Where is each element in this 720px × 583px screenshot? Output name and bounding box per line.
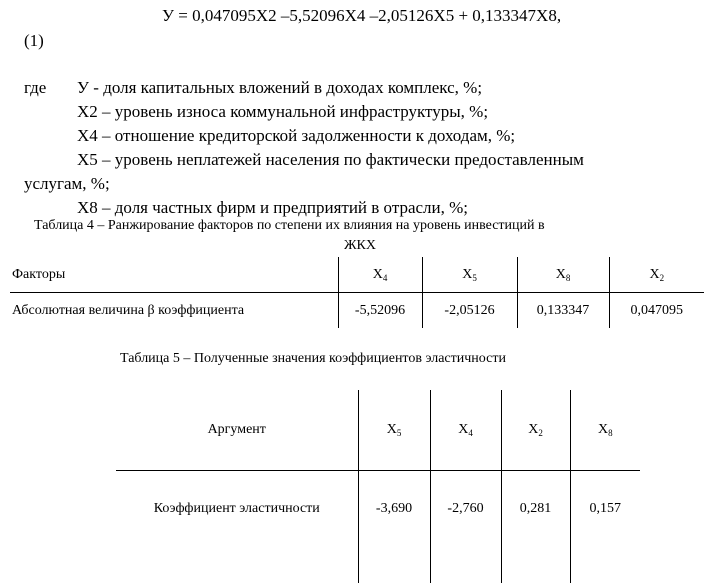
column-header: $Х_2$ bbox=[501, 390, 570, 471]
table-cell: 0,157 bbox=[570, 471, 640, 583]
table5-caption: Таблица 5 – Полученные значения коэффициентов эластичности bbox=[120, 351, 506, 366]
column-header: $Х_4$ bbox=[430, 390, 501, 471]
column-header: $Х_8$ bbox=[570, 390, 640, 471]
definition-line: Х2 – уровень износа коммунальной инфраструктуры, %; bbox=[77, 102, 489, 121]
table-cell: -5,52096 bbox=[338, 293, 422, 329]
column-header: $Х_8$ bbox=[517, 257, 609, 293]
column-header: $Х_2$ bbox=[609, 257, 704, 293]
column-header: $Х_5$ bbox=[422, 257, 517, 293]
definition-line: Х4 – отношение кредиторской задолженности к доходам, %; bbox=[77, 126, 516, 145]
table4-caption-continued: ЖКХ bbox=[344, 238, 376, 253]
elasticity-table bbox=[116, 390, 640, 583]
row-label: Абсолютная величина β коэффициента bbox=[12, 302, 245, 318]
column-header: $Х_5$ bbox=[358, 390, 430, 471]
definition-line: Х5 – уровень неплатежей населения по фактически предоставленным bbox=[77, 150, 584, 169]
definition-line: услугам, %; bbox=[24, 174, 110, 193]
column-header: $Х_4$ bbox=[338, 257, 422, 293]
table-header-row bbox=[116, 390, 640, 471]
factors-header: Факторы bbox=[10, 257, 338, 293]
table-row bbox=[116, 471, 640, 583]
table4-caption: Таблица 4 – Ранжирование факторов по степени их влияния на уровень инвестиций в bbox=[34, 218, 545, 233]
table-cell: -2,05126 bbox=[422, 293, 517, 329]
table-cell: 0,133347 bbox=[517, 293, 609, 329]
definition-line: Х8 – доля частных фирм и предприятий в отрасли, %; bbox=[77, 198, 469, 217]
table-cell: -2,760 bbox=[430, 471, 501, 583]
equation-formula: У = 0,047095Х2 –5,52096Х4 –2,05126Х5 + 0,133347Х8, bbox=[162, 6, 562, 25]
table-cell: 0,281 bbox=[501, 471, 570, 583]
equation-number: (1) bbox=[24, 31, 44, 50]
table-cell: -3,690 bbox=[358, 471, 430, 583]
argument-header: Аргумент bbox=[116, 390, 358, 471]
row-label: Коэффициент эластичности bbox=[153, 501, 320, 516]
table-row bbox=[10, 293, 704, 329]
table-cell: 0,047095 bbox=[609, 293, 704, 329]
where-label: где bbox=[24, 78, 47, 97]
definition-line: У - доля капитальных вложений в доходах комплекс, %; bbox=[77, 78, 483, 97]
table-header-row bbox=[10, 257, 704, 293]
factor-ranking-table bbox=[10, 257, 704, 328]
